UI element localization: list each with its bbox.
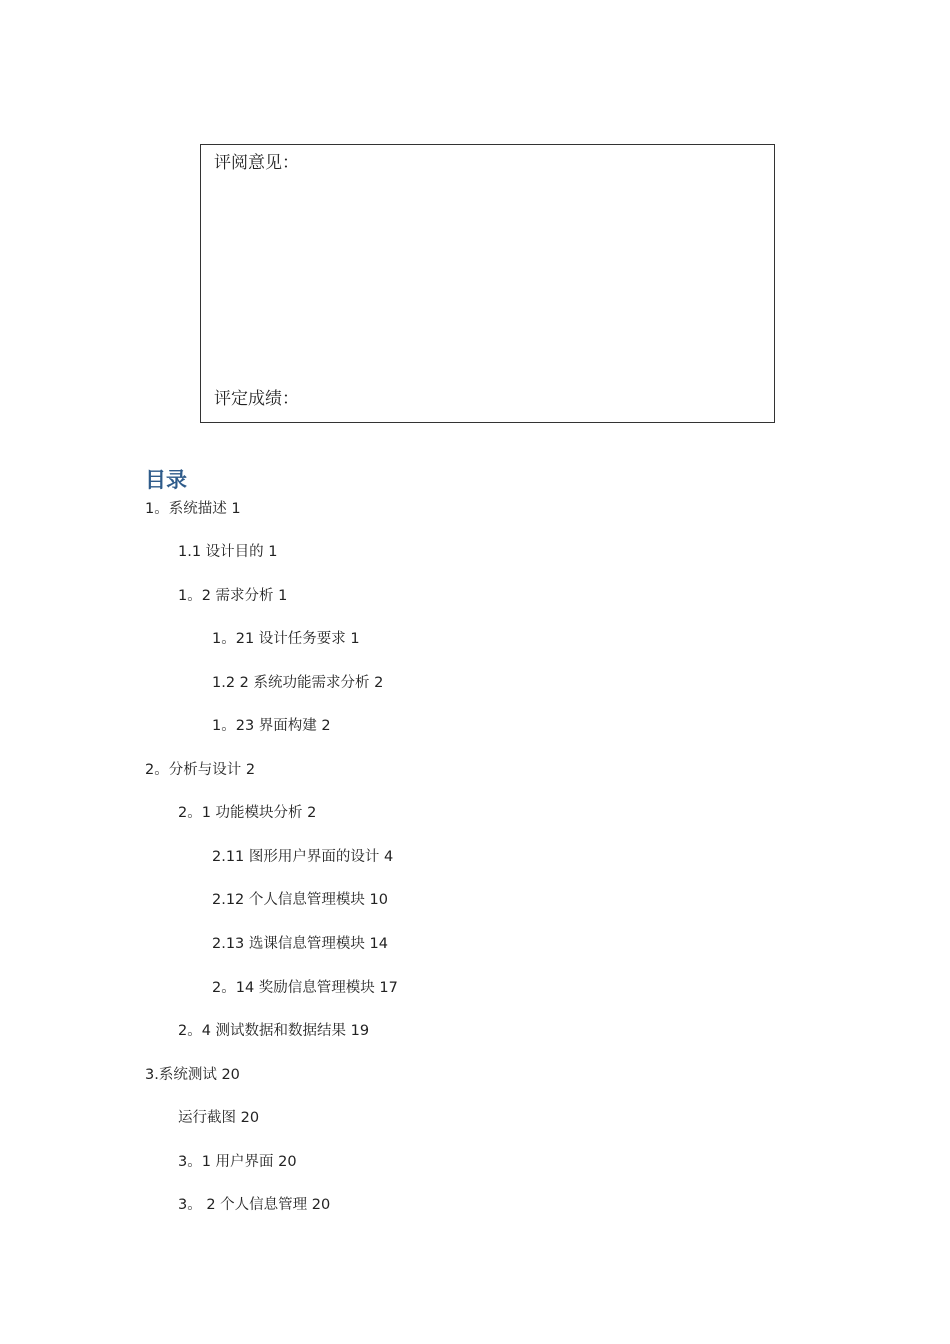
toc-entry-3[interactable]: 3.系统测试 20 <box>145 1067 240 1083</box>
toc-entry-2-1-3[interactable]: 2.13 选课信息管理模块 14 <box>212 936 388 952</box>
toc-entry-2-1[interactable]: 2。1 功能模块分析 2 <box>178 805 317 821</box>
toc-entry-1-2-2[interactable]: 1.2 2 系统功能需求分析 2 <box>212 675 384 691</box>
toc-entry-1-2-3[interactable]: 1。23 界面构建 2 <box>212 718 331 734</box>
review-grade-label: 评定成绩： <box>214 389 299 409</box>
toc-entry-1-2-1[interactable]: 1。21 设计任务要求 1 <box>212 631 360 647</box>
toc-entry-2[interactable]: 2。分析与设计 2 <box>145 762 256 778</box>
toc-entry-3-2[interactable]: 3。 2 个人信息管理 20 <box>178 1197 331 1213</box>
review-box <box>200 144 775 423</box>
toc-entry-3-1[interactable]: 3。1 用户界面 20 <box>178 1154 297 1170</box>
toc-entry-2-1-4[interactable]: 2。14 奖励信息管理模块 17 <box>212 980 398 996</box>
toc-entry-1-1[interactable]: 1.1 设计目的 1 <box>178 544 278 560</box>
toc-entry-2-1-2[interactable]: 2.12 个人信息管理模块 10 <box>212 892 388 908</box>
toc-entry-2-1-1[interactable]: 2.11 图形用户界面的设计 4 <box>212 849 394 865</box>
review-opinion-label: 评阅意见： <box>214 153 299 173</box>
toc-entry-1[interactable]: 1。系统描述 1 <box>145 501 241 517</box>
toc-heading: 目录 <box>145 468 187 492</box>
toc-entry-3-screenshots[interactable]: 运行截图 20 <box>178 1110 260 1126</box>
toc-entry-2-4[interactable]: 2。4 测试数据和数据结果 19 <box>178 1023 370 1039</box>
toc-entry-1-2[interactable]: 1。2 需求分析 1 <box>178 588 288 604</box>
